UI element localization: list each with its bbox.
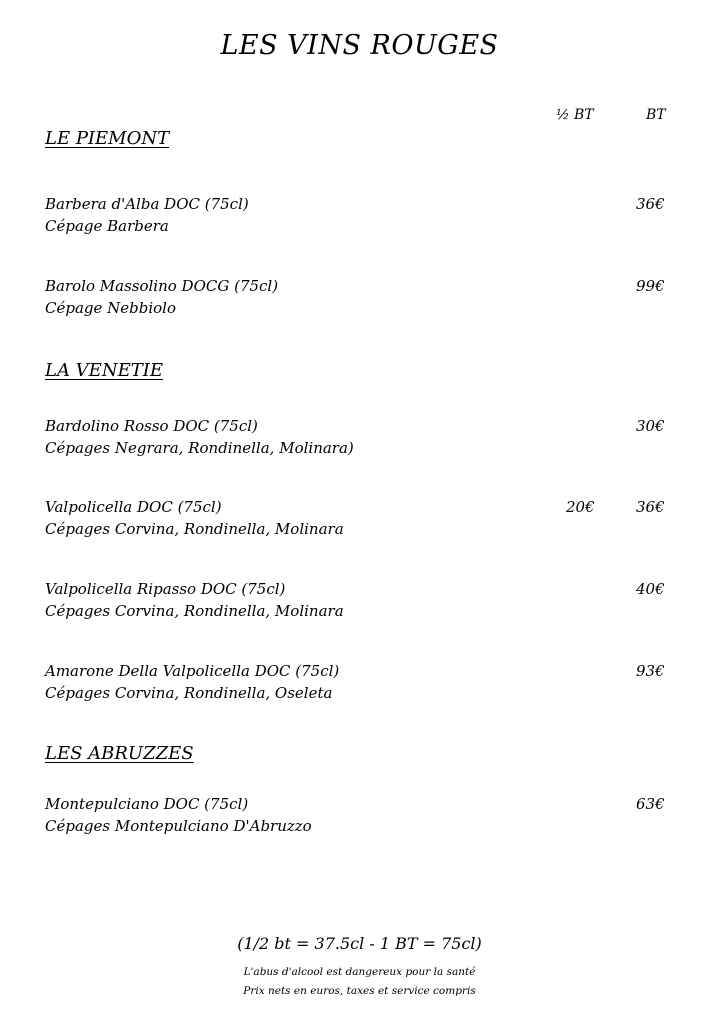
section-title-piemont: LE PIEMONT xyxy=(45,128,170,149)
wine-name-bardolino: Bardolino Rosso DOC (75cl) xyxy=(45,417,258,435)
wine-name-barbera: Barbera d'Alba DOC (75cl) xyxy=(45,195,249,213)
wine-half-price-valpolicella: 20€ xyxy=(566,498,595,516)
wine-grape-bardolino: Cépages Negrara, Rondinella, Molinara) xyxy=(45,439,354,457)
wine-price-valpolicella: 36€ xyxy=(636,498,665,516)
wine-price-amarone: 93€ xyxy=(636,662,665,680)
bottle-size-note: (1/2 bt = 37.5cl - 1 BT = 75cl) xyxy=(237,934,482,953)
wine-grape-montepulciano: Cépages Montepulciano D'Abruzzo xyxy=(45,817,312,835)
wine-grape-barolo: Cépage Nebbiolo xyxy=(45,299,177,317)
page-title: LES VINS ROUGES xyxy=(220,30,499,61)
wine-name-montepulciano: Montepulciano DOC (75cl) xyxy=(45,795,249,813)
wine-name-barolo: Barolo Massolino DOCG (75cl) xyxy=(45,277,279,295)
health-warning: L'abus d'alcool est dangereux pour la santé xyxy=(243,966,476,978)
column-header-half-bottle: ½ BT xyxy=(556,107,594,123)
section-title-abruzzes: LES ABRUZZES xyxy=(45,743,194,764)
wine-price-barolo: 99€ xyxy=(636,277,665,295)
wine-grape-amarone: Cépages Corvina, Rondinella, Oseleta xyxy=(45,684,333,702)
wine-name-valpolicella: Valpolicella DOC (75cl) xyxy=(45,498,222,516)
column-header-bottle: BT xyxy=(646,107,666,123)
wine-price-ripasso: 40€ xyxy=(636,580,665,598)
wine-grape-ripasso: Cépages Corvina, Rondinella, Molinara xyxy=(45,602,344,620)
wine-name-amarone: Amarone Della Valpolicella DOC (75cl) xyxy=(45,662,340,680)
wine-grape-valpolicella: Cépages Corvina, Rondinella, Molinara xyxy=(45,520,344,538)
section-title-venetie: LA VENETIE xyxy=(45,360,163,381)
wine-price-bardolino: 30€ xyxy=(636,417,665,435)
wine-name-ripasso: Valpolicella Ripasso DOC (75cl) xyxy=(45,580,286,598)
price-notice: Prix nets en euros, taxes et service compris xyxy=(243,985,476,997)
wine-price-barbera: 36€ xyxy=(636,195,665,213)
wine-price-montepulciano: 63€ xyxy=(636,795,665,813)
wine-grape-barbera: Cépage Barbera xyxy=(45,217,169,235)
